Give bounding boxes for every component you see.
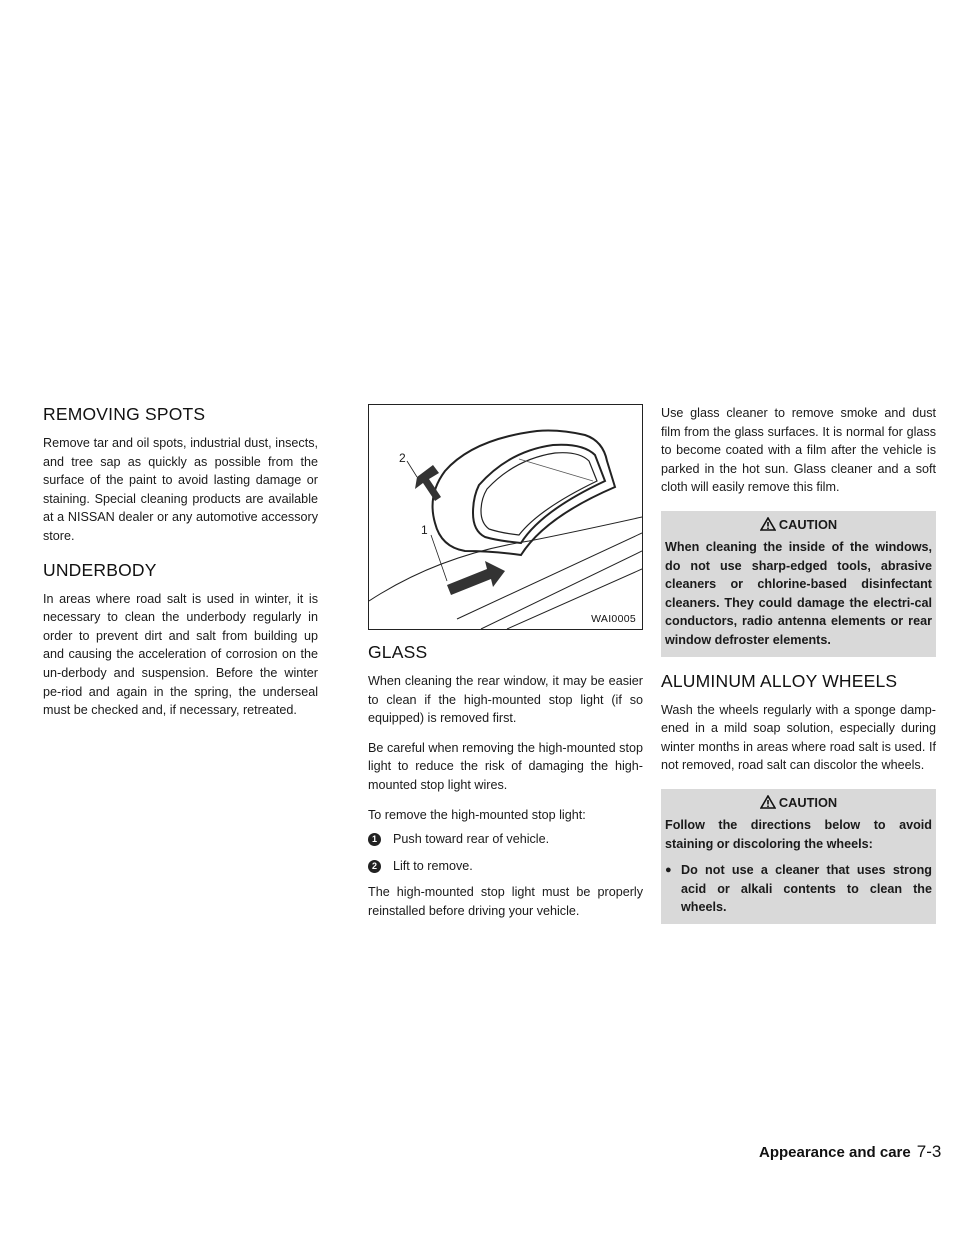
heading-aluminum-wheels: ALUMINUM ALLOY WHEELS: [661, 670, 898, 691]
column-middle: [368, 404, 643, 932]
glass-text-3: To remove the high-mounted stop light:: [368, 807, 586, 822]
caution-header: [665, 517, 932, 532]
glass-continued-text: Use glass cleaner to remove smoke and dust film from the glass surfaces. It is normal for glass to become coated with a film after the vehicle is parked in the hot sun. Glass cleaner and a soft cloth will easily remove this film.: [661, 406, 936, 495]
heading-glass: GLASS: [368, 642, 428, 662]
step-item: [368, 857, 643, 876]
heading-removing-spots: REMOVING SPOTS: [43, 404, 206, 424]
bullet-text: Do not use a cleaner that uses strong acid or alkali contents to clean the wheels.: [681, 863, 932, 915]
stop-light-illustration: [368, 404, 643, 630]
warning-triangle-icon: [760, 517, 776, 531]
caution-title: CAUTION: [778, 794, 838, 810]
step-item: [368, 830, 643, 849]
footer-section-title: Appearance and care: [759, 1144, 911, 1161]
caution-text: Follow the directions below to avoid staining or discoloring the wheels:: [665, 817, 932, 851]
caution-box-windows: [661, 511, 936, 657]
page-footer: [759, 1142, 941, 1162]
stop-light-drawing: [369, 405, 642, 629]
bullet-icon: ●: [665, 864, 672, 877]
figure-code: WAI0005: [591, 613, 636, 625]
step-number-badge: 2: [368, 860, 381, 873]
glass-text-1: When cleaning the rear window, it may be easier to clean if the high-mounted stop light (if so equipped) is removed first.: [368, 674, 643, 726]
figure-label-1: 1: [421, 523, 428, 537]
step-text: Push toward rear of vehicle.: [393, 832, 550, 847]
caution-header: [665, 795, 932, 810]
figure-label-2: 2: [399, 451, 406, 465]
underbody-text: In areas where road salt is used in winter, it is necessary to clean the underbody regularly in order to prevent dirt and salt from building up and causing the acceleration of corrosion on the un-derbody and suspension. Before the winter pe-riod and again in the spring, the underseal must be checked and, if necessary, retreated.: [43, 591, 318, 718]
column-left: [43, 404, 318, 731]
page-number: 7-3: [916, 1142, 942, 1161]
glass-text-4: The high-mounted stop light must be properly reinstalled before driving your vehicle.: [368, 885, 643, 918]
caution-title: CAUTION: [778, 516, 838, 532]
warning-triangle-icon: [760, 795, 776, 809]
column-right: [661, 404, 936, 936]
caution-text: When cleaning the inside of the windows, do not use sharp-edged tools, abrasive cleaners or chlorine-based disinfectant cleaners. They could damage the electri-cal conductors, radio antenna elements or rear window defroster elements.: [665, 539, 932, 647]
removing-spots-text: Remove tar and oil spots, industrial dust, insects, and tree sap as quickly as possible from the surface of the paint to avoid lasting damage or staining. Special cleaning products are available at a NISSAN dealer or any automotive accessory store.: [43, 436, 318, 543]
step-number-badge: 1: [368, 833, 381, 846]
caution-box-wheels: [661, 789, 936, 924]
caution-bullet-item: [665, 861, 932, 917]
wheels-text: Wash the wheels regularly with a sponge damp-ened in a mild soap solution, especially during winter months in areas where road salt is used. If not removed, road salt can discolor the wheels.: [661, 702, 936, 773]
heading-underbody: UNDERBODY: [43, 559, 157, 580]
step-text: Lift to remove.: [393, 858, 473, 873]
glass-text-2: Be careful when removing the high-mounted stop light to reduce the risk of damaging the high-mounted stop light wires.: [368, 740, 643, 792]
